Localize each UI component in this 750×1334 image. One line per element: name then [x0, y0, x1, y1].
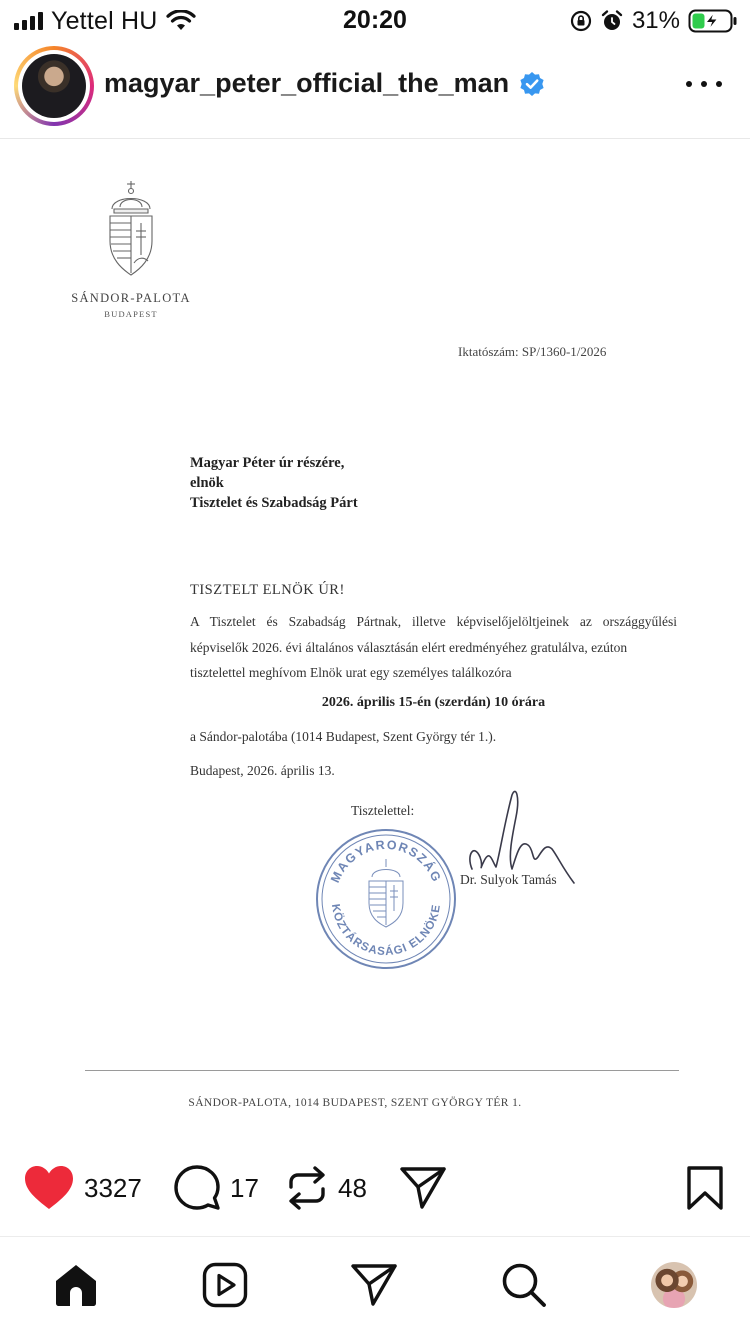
battery-charging-icon [688, 9, 738, 33]
send-icon [351, 1262, 397, 1308]
closing: Tisztelettel: [351, 803, 415, 818]
more-icon [686, 81, 692, 87]
bookmark-icon [686, 1165, 724, 1211]
post-author[interactable] [104, 68, 545, 99]
salutation: TISZTELT ELNÖK ÚR! [190, 582, 345, 598]
letter-body [190, 609, 677, 686]
letterhead-city: BUDAPEST [104, 309, 158, 319]
save-button[interactable] [686, 1164, 724, 1212]
letter-body-last-line: tisztelettel meghívom Elnök urat egy személyes találkozóra [190, 665, 512, 680]
nav-messages[interactable] [350, 1261, 398, 1309]
addressee-block [190, 453, 358, 513]
footer-divider [85, 1070, 679, 1071]
letter-body-text: A Tisztelet és Szabadság Pártnak, illetve képviselőjelöltjeinek az országgyűlési képviselők 2026. évi általános választásán elért eredményéhez gratulálva, ezúton [190, 614, 677, 655]
story-ring[interactable] [14, 46, 94, 126]
reference-number: Iktatószám: SP/1360-1/2026 [458, 344, 607, 359]
nav-reels[interactable] [201, 1261, 249, 1309]
repost-button[interactable] [286, 1164, 367, 1212]
post-header [0, 42, 750, 138]
like-button[interactable] [24, 1164, 142, 1212]
repost-icon [286, 1165, 328, 1211]
seal-bottom-text: KÖZTÁRSASÁGI ELNÖKE [328, 903, 444, 959]
wifi-icon [166, 10, 196, 32]
addressee-line: elnök [190, 475, 224, 491]
comment-button[interactable] [174, 1164, 259, 1212]
home-icon [53, 1262, 99, 1308]
addressee-line: Tisztelet és Szabadság Párt [190, 495, 358, 511]
comment-icon [174, 1165, 220, 1211]
comment-count: 17 [230, 1172, 259, 1203]
alarm-icon [600, 9, 624, 33]
more-options-button[interactable] [686, 74, 722, 94]
carrier-name: Yettel HU [51, 6, 158, 35]
seal-top-text: MAGYARORSZÁG [328, 837, 444, 885]
letter-date: Budapest, 2026. április 13. [190, 763, 335, 778]
rotation-lock-icon [570, 10, 592, 32]
addressee-line: Magyar Péter úr részére, [190, 455, 345, 471]
status-left [14, 6, 196, 36]
profile-avatar [651, 1262, 697, 1308]
username[interactable]: magyar_peter_official_the_man [104, 68, 510, 98]
repost-count: 48 [338, 1172, 367, 1203]
heart-icon [24, 1165, 74, 1211]
post-actions [0, 1160, 750, 1216]
send-icon [400, 1165, 446, 1211]
post-image-letter[interactable] [0, 139, 750, 1139]
battery-percent: 31% [631, 7, 680, 34]
avatar[interactable] [22, 54, 86, 118]
search-icon [501, 1262, 547, 1308]
signal-icon [14, 12, 43, 30]
footer-address: SÁNDOR-PALOTA, 1014 BUDAPEST, SZENT GYÖRGY TÉR 1. [188, 1097, 522, 1109]
verified-badge-icon [519, 71, 545, 97]
meeting-location: a Sándor-palotába (1014 Budapest, Szent György tér 1.). [190, 729, 497, 744]
signer-name: Dr. Sulyok Tamás [460, 872, 557, 887]
status-right [570, 6, 738, 36]
presidential-seal [314, 827, 458, 971]
nav-profile[interactable] [650, 1261, 698, 1309]
share-button[interactable] [400, 1164, 446, 1212]
nav-search[interactable] [500, 1261, 548, 1309]
coat-of-arms-icon [100, 179, 162, 279]
nav-home[interactable] [52, 1261, 100, 1309]
reels-icon [202, 1262, 248, 1308]
bottom-navigation [0, 1236, 750, 1334]
like-count: 3327 [84, 1172, 142, 1203]
letterhead-title: SÁNDOR-PALOTA [71, 291, 191, 305]
status-bar [0, 0, 750, 42]
clock: 20:20 [343, 6, 407, 34]
meeting-datetime: 2026. április 15-én (szerdán) 10 órára [321, 695, 546, 710]
